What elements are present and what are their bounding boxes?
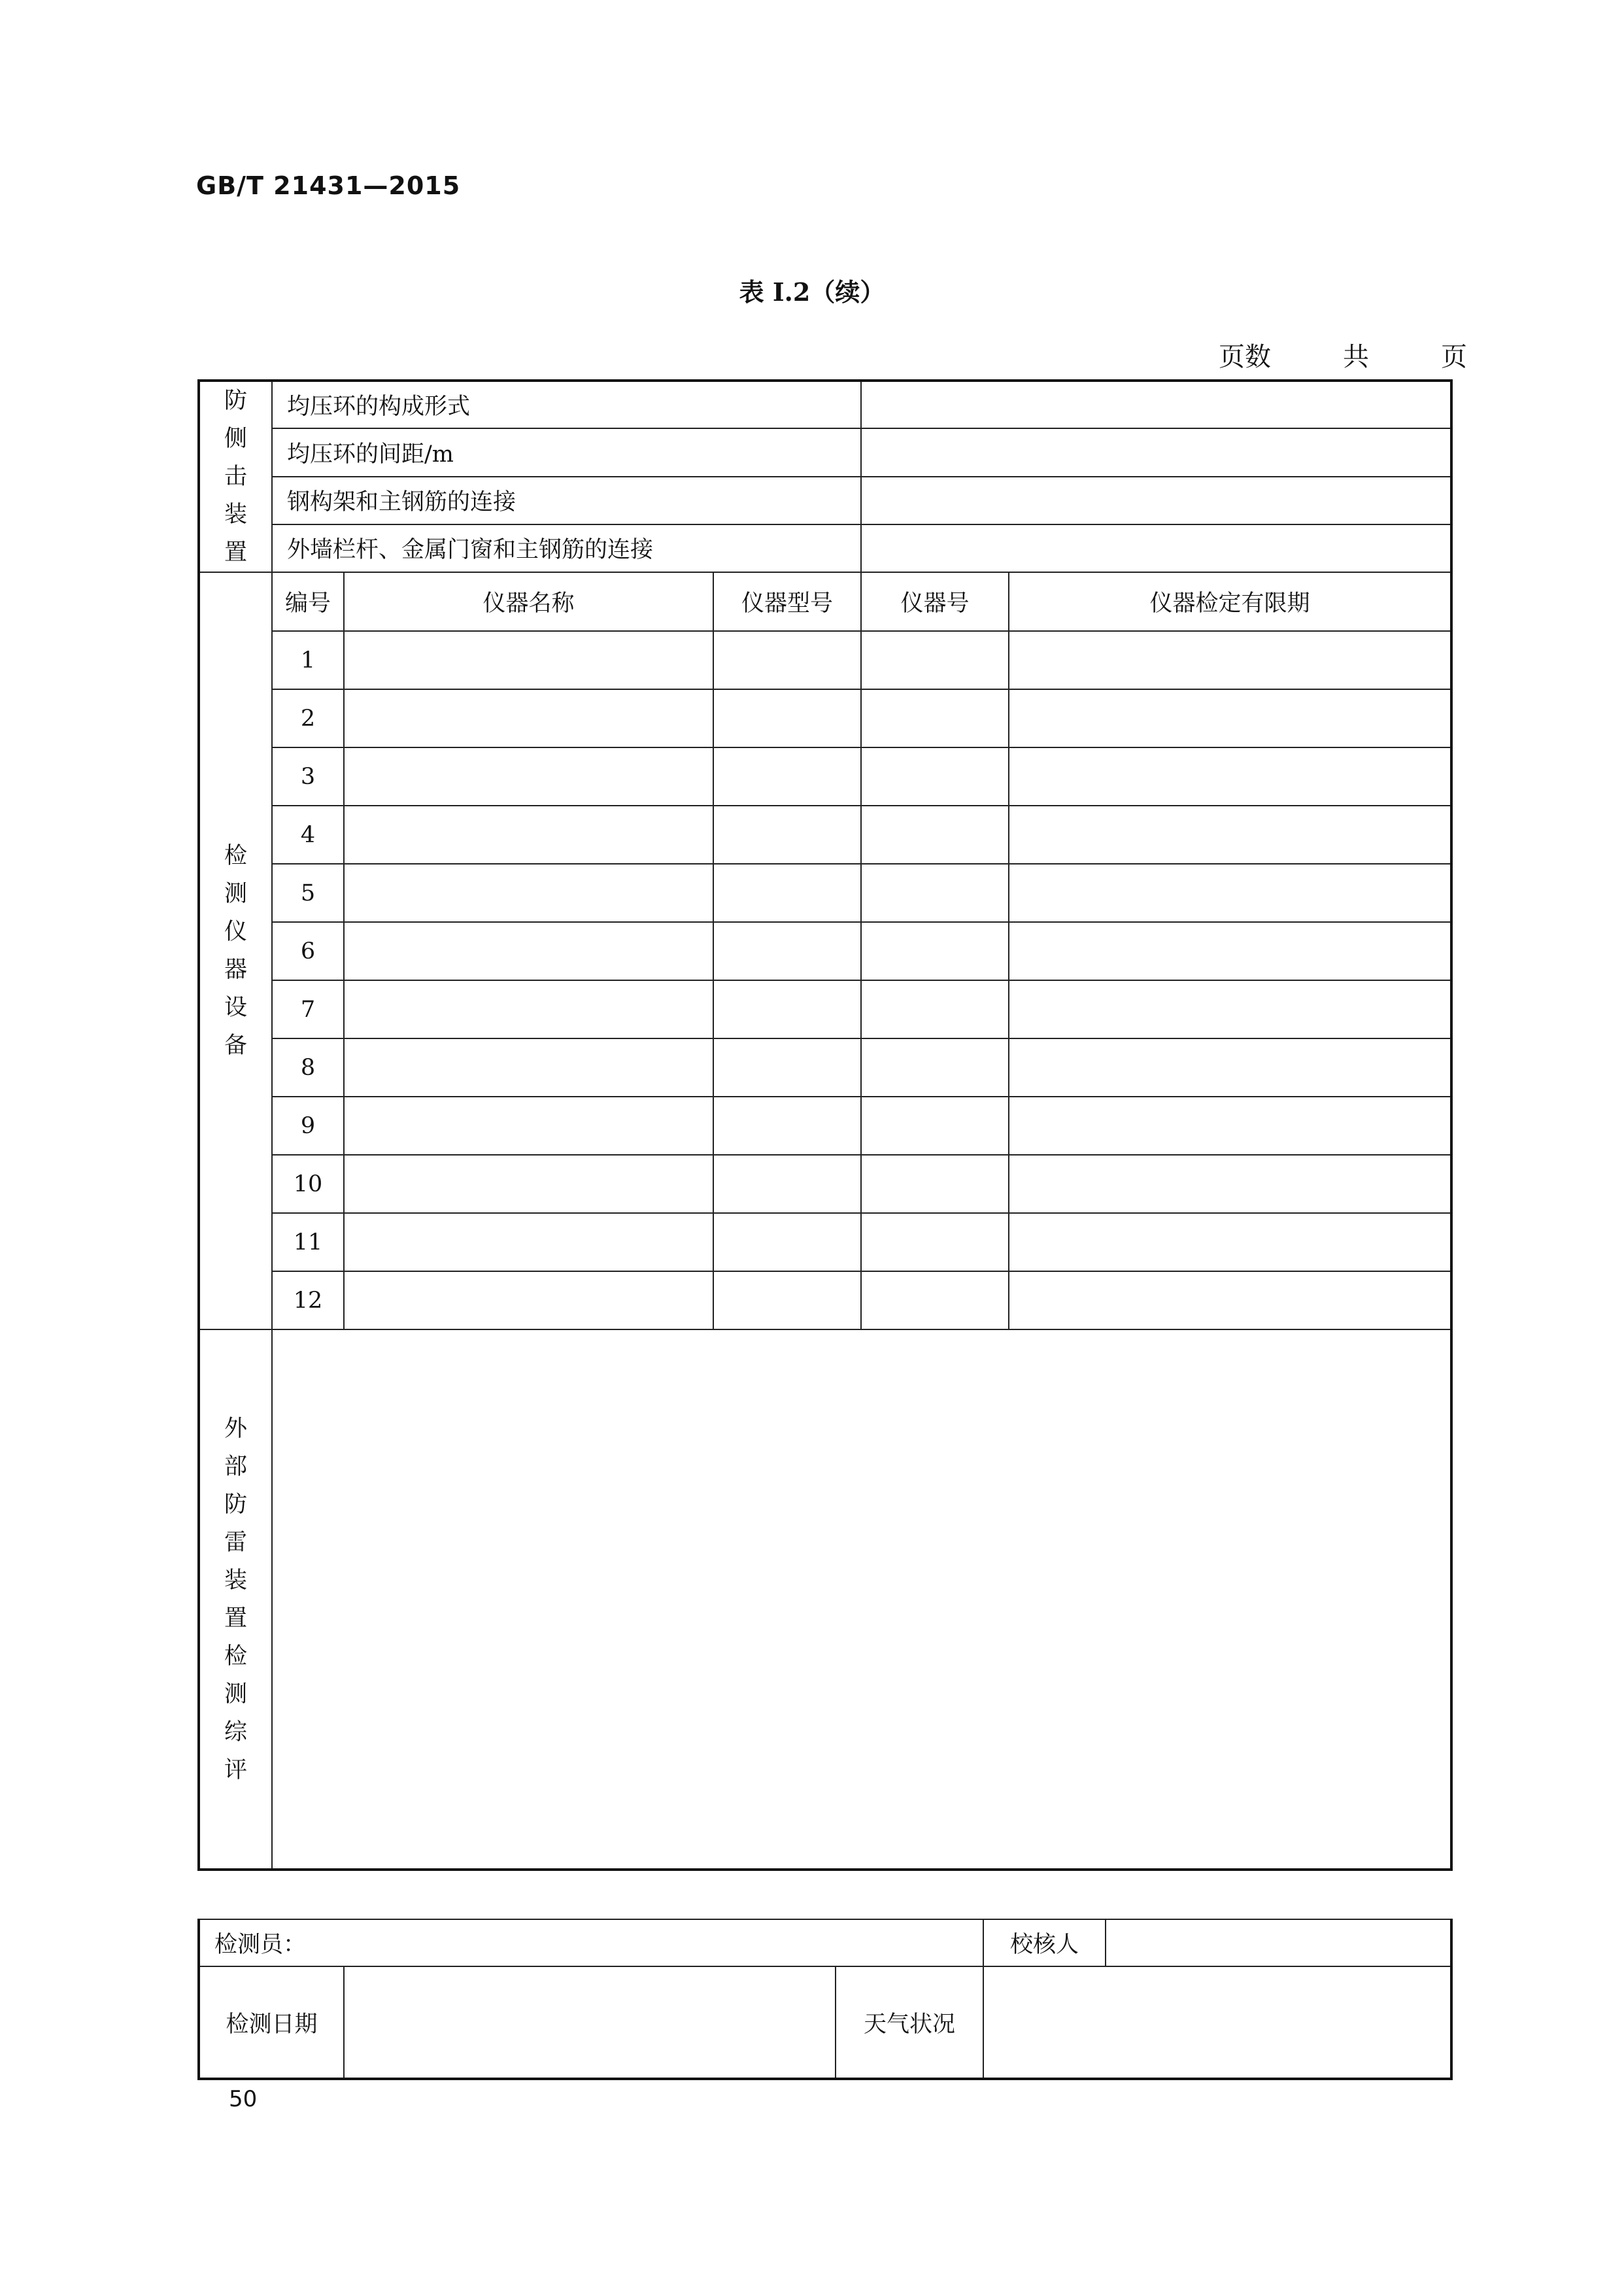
instrument-name-cell[interactable] [344,806,713,864]
side-strike-value-cell[interactable] [861,524,1451,572]
instrument-row [199,689,1451,747]
instrument-row [199,1271,1451,1329]
instrument-id-cell[interactable] [861,806,1009,864]
instrument-model-cell[interactable] [713,1038,861,1097]
instrument-id-cell[interactable] [861,631,1009,689]
instrument-row [199,1038,1451,1097]
instrument-model-cell[interactable] [713,689,861,747]
instrument-number: 10 [272,1155,344,1213]
instrument-id-cell[interactable] [861,980,1009,1038]
instrument-row [199,922,1451,980]
instrument-name-cell[interactable] [344,1097,713,1155]
table-title: 表 I.2（续） [739,277,885,307]
side-strike-row [199,381,1451,428]
side-strike-row [199,428,1451,476]
instrument-number: 12 [272,1271,344,1329]
instrument-row [199,864,1451,922]
instrument-number: 1 [272,631,344,689]
column-header-instrument-model: 仪器型号 [713,572,861,631]
checker-label: 校核人 [983,1919,1106,1966]
inspector-row [199,1919,1451,1966]
instrument-name-cell[interactable] [344,1155,713,1213]
review-section-label: 外 部 防 雷 装 置 检 测 综 评 [199,1329,272,1870]
review-row [199,1329,1451,1870]
instrument-row [199,1097,1451,1155]
instrument-id-cell[interactable] [861,864,1009,922]
instrument-number: 3 [272,747,344,806]
instrument-number: 8 [272,1038,344,1097]
standard-code: GB/T 21431—2015 [196,171,461,200]
date-weather-row [199,1966,1451,2079]
instrument-validity-cell[interactable] [1009,1097,1451,1155]
instrument-id-cell[interactable] [861,747,1009,806]
instrument-row [199,747,1451,806]
instrument-id-cell[interactable] [861,689,1009,747]
instrument-name-cell[interactable] [344,1213,713,1271]
column-header-instrument-id: 仪器号 [861,572,1009,631]
instrument-validity-cell[interactable] [1009,1271,1451,1329]
instrument-name-cell[interactable] [344,631,713,689]
instrument-model-cell[interactable] [713,1271,861,1329]
instrument-model-cell[interactable] [713,864,861,922]
instrument-model-cell[interactable] [713,1213,861,1271]
instrument-number: 4 [272,806,344,864]
instrument-model-cell[interactable] [713,806,861,864]
instrument-name-cell[interactable] [344,689,713,747]
instrument-number: 9 [272,1097,344,1155]
instrument-number: 5 [272,864,344,922]
instrument-name-cell[interactable] [344,864,713,922]
instrument-row [199,1155,1451,1213]
side-strike-row [199,477,1451,524]
signature-table [197,1919,1453,2080]
checker-field[interactable] [1106,1919,1451,1966]
instrument-validity-cell[interactable] [1009,806,1451,864]
page-count-total-label: 共 [1343,342,1369,372]
instrument-header-row [199,572,1451,631]
instruments-section-label: 检 测 仪 器 设 备 [199,572,272,1329]
instrument-validity-cell[interactable] [1009,747,1451,806]
review-content-area[interactable] [272,1329,1451,1870]
instrument-model-cell[interactable] [713,1097,861,1155]
instrument-model-cell[interactable] [713,980,861,1038]
column-header-calibration-validity: 仪器检定有限期 [1009,572,1451,631]
instrument-id-cell[interactable] [861,1155,1009,1213]
instrument-validity-cell[interactable] [1009,922,1451,980]
weather-field[interactable] [983,1966,1451,2079]
side-strike-value-cell[interactable] [861,428,1451,476]
side-strike-item-label: 钢构架和主钢筋的连接 [272,477,861,524]
instrument-row [199,1213,1451,1271]
instrument-name-cell[interactable] [344,922,713,980]
instrument-row [199,980,1451,1038]
instrument-id-cell[interactable] [861,1213,1009,1271]
side-strike-value-cell[interactable] [861,381,1451,428]
column-header-number: 编号 [272,572,344,631]
instrument-id-cell[interactable] [861,1271,1009,1329]
instrument-model-cell[interactable] [713,922,861,980]
inspection-date-label: 检测日期 [199,1966,344,2079]
instrument-number: 2 [272,689,344,747]
side-strike-item-label: 均压环的构成形式 [272,381,861,428]
instrument-model-cell[interactable] [713,747,861,806]
instrument-model-cell[interactable] [713,1155,861,1213]
instrument-number: 7 [272,980,344,1038]
instrument-validity-cell[interactable] [1009,864,1451,922]
inspection-date-field[interactable] [344,1966,836,2079]
instrument-name-cell[interactable] [344,747,713,806]
side-strike-item-label: 外墙栏杆、金属门窗和主钢筋的连接 [272,524,861,572]
instrument-validity-cell[interactable] [1009,980,1451,1038]
side-strike-row [199,524,1451,572]
instrument-name-cell[interactable] [344,1271,713,1329]
column-header-instrument-name: 仪器名称 [344,572,713,631]
instrument-model-cell[interactable] [713,631,861,689]
instrument-row [199,806,1451,864]
instrument-name-cell[interactable] [344,1038,713,1097]
side-strike-value-cell[interactable] [861,477,1451,524]
instrument-number: 6 [272,922,344,980]
weather-label: 天气状况 [836,1966,983,2079]
instrument-validity-cell[interactable] [1009,689,1451,747]
instrument-number: 11 [272,1213,344,1271]
inspector-label: 检测员： [199,1919,983,1966]
instrument-validity-cell[interactable] [1009,1213,1451,1271]
instrument-validity-cell[interactable] [1009,1155,1451,1213]
side-strike-item-label: 均压环的间距/m [272,428,861,476]
instrument-row [199,631,1451,689]
instrument-validity-cell[interactable] [1009,631,1451,689]
inspection-record-table [197,379,1453,1871]
instrument-validity-cell[interactable] [1009,1038,1451,1097]
side-strike-section-label: 防 侧 击 装 置 [199,381,272,572]
page-count-unit: 页 [1441,342,1467,372]
instrument-name-cell[interactable] [344,980,713,1038]
instrument-id-cell[interactable] [861,1038,1009,1097]
instrument-id-cell[interactable] [861,1097,1009,1155]
page-number: 50 [229,2086,258,2112]
page-count [1219,336,1467,373]
instrument-id-cell[interactable] [861,922,1009,980]
page-count-label: 页数 [1219,342,1271,372]
